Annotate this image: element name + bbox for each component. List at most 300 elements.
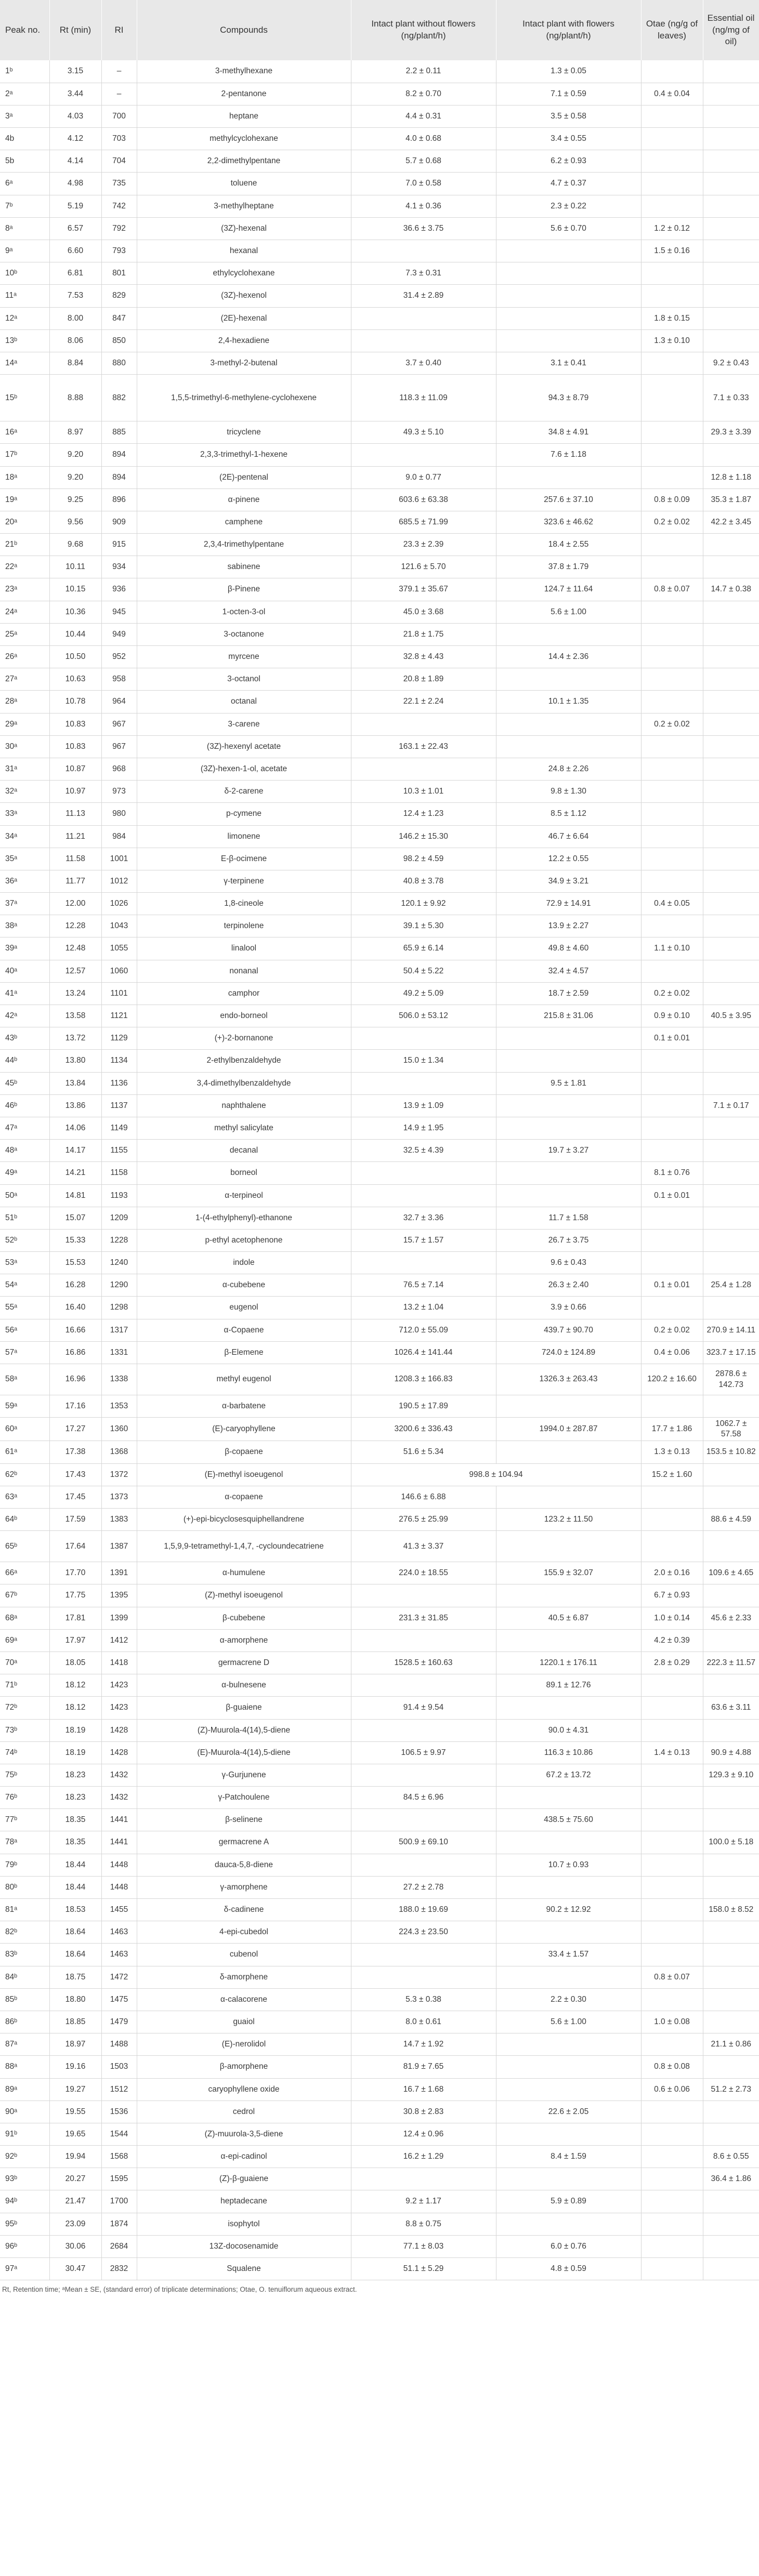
cell-peak-no: 64ᵇ [0, 1509, 49, 1531]
cell-compound: ethylcyclohexane [137, 262, 351, 285]
cell-intact-without-flowers: 23.3 ± 2.39 [351, 534, 496, 556]
cell-peak-no: 17ᵇ [0, 444, 49, 466]
cell-ri: 915 [101, 534, 137, 556]
cell-ri: 801 [101, 262, 137, 285]
cell-otae [641, 1509, 703, 1531]
cell-rt: 14.17 [49, 1140, 101, 1162]
cell-intact-without-flowers [351, 1674, 496, 1697]
cell-compound: β-cubebene [137, 1607, 351, 1629]
table-row [0, 1072, 759, 1094]
cell-intact-with-flowers: 2.3 ± 0.22 [496, 195, 641, 217]
table-row [0, 623, 759, 645]
table-row [0, 1899, 759, 1921]
cell-intact-without-flowers: 121.6 ± 5.70 [351, 556, 496, 578]
cell-ri: 1383 [101, 1509, 137, 1531]
table-row [0, 1944, 759, 1966]
cell-intact-with-flowers: 438.5 ± 75.60 [496, 1809, 641, 1831]
cell-intact-with-flowers [496, 2033, 641, 2056]
cell-ri: 1290 [101, 1274, 137, 1297]
cell-compound: cedrol [137, 2101, 351, 2123]
cell-rt: 18.12 [49, 1674, 101, 1697]
cell-intact-with-flowers: 18.7 ± 2.59 [496, 982, 641, 1005]
cell-essential-oil: 51.2 ± 2.73 [703, 2078, 759, 2101]
cell-intact-without-flowers [351, 240, 496, 262]
cell-peak-no: 35ᵃ [0, 848, 49, 870]
cell-peak-no: 87ᵃ [0, 2033, 49, 2056]
cell-ri: 1391 [101, 1562, 137, 1584]
cell-peak-no: 40ᵃ [0, 960, 49, 982]
cell-essential-oil [703, 870, 759, 892]
cell-compound: (3Z)-hexen-1-ol, acetate [137, 758, 351, 780]
cell-peak-no: 70ᵃ [0, 1652, 49, 1674]
cell-peak-no: 3ᵃ [0, 105, 49, 127]
cell-ri: 1488 [101, 2033, 137, 2056]
cell-otae: 0.8 ± 0.08 [641, 2056, 703, 2078]
table-row [0, 1005, 759, 1027]
cell-ri: – [101, 83, 137, 105]
cell-peak-no: 77ᵇ [0, 1809, 49, 1831]
cell-intact-with-flowers: 5.6 ± 1.00 [496, 2011, 641, 2033]
cell-peak-no: 34ᵃ [0, 825, 49, 848]
cell-compound: camphene [137, 511, 351, 533]
cell-intact-without-flowers: 15.0 ± 1.34 [351, 1050, 496, 1072]
cell-otae: 2.8 ± 0.29 [641, 1652, 703, 1674]
cell-intact-with-flowers: 124.7 ± 11.64 [496, 578, 641, 601]
cell-ri: 1360 [101, 1418, 137, 1441]
cell-rt: 18.23 [49, 1787, 101, 1809]
cell-compound: eugenol [137, 1297, 351, 1319]
cell-intact-without-flowers: 8.0 ± 0.61 [351, 2011, 496, 2033]
cell-rt: 12.28 [49, 915, 101, 937]
cell-intact-without-flowers [351, 758, 496, 780]
cell-otae [641, 375, 703, 421]
cell-otae [641, 1809, 703, 1831]
cell-ri: 700 [101, 105, 137, 127]
cell-intact-without-flowers [351, 1966, 496, 1988]
cell-ri: 1137 [101, 1094, 137, 1117]
cell-ri: 1372 [101, 1463, 137, 1486]
cell-compound: endo-borneol [137, 1005, 351, 1027]
cell-essential-oil [703, 1463, 759, 1486]
cell-compound: γ-amorphene [137, 1876, 351, 1898]
cell-otae: 17.7 ± 1.86 [641, 1418, 703, 1441]
cell-intact-without-flowers: 12.4 ± 1.23 [351, 803, 496, 825]
cell-ri: 1399 [101, 1607, 137, 1629]
cell-essential-oil [703, 307, 759, 329]
cell-otae: 1.1 ± 0.10 [641, 937, 703, 960]
table-row [0, 2168, 759, 2190]
cell-compound: terpinolene [137, 915, 351, 937]
cell-essential-oil: 42.2 ± 3.45 [703, 511, 759, 533]
cell-ri: 936 [101, 578, 137, 601]
cell-otae [641, 128, 703, 150]
table-row [0, 375, 759, 421]
cell-intact-without-flowers: 7.3 ± 0.31 [351, 262, 496, 285]
cell-otae: 0.9 ± 0.10 [641, 1005, 703, 1027]
cell-otae: 0.4 ± 0.04 [641, 83, 703, 105]
cell-rt: 18.44 [49, 1876, 101, 1898]
cell-otae [641, 803, 703, 825]
header-essential-oil: Essential oil (ng/mg of oil) [703, 0, 759, 60]
cell-compound: E-β-ocimene [137, 848, 351, 870]
cell-ri: 894 [101, 466, 137, 488]
cell-compound: 1-(4-ethylphenyl)-ethanone [137, 1207, 351, 1229]
cell-intact-with-flowers [496, 1395, 641, 1418]
cell-intact-without-flowers: 31.4 ± 2.89 [351, 285, 496, 307]
cell-intact-without-flowers: 106.5 ± 9.97 [351, 1741, 496, 1764]
cell-peak-no: 27ᵃ [0, 668, 49, 691]
cell-peak-no: 16ᵃ [0, 421, 49, 444]
cell-peak-no: 90ᵃ [0, 2101, 49, 2123]
cell-essential-oil [703, 173, 759, 195]
table-row [0, 1719, 759, 1741]
cell-intact-without-flowers: 12.4 ± 0.96 [351, 2123, 496, 2145]
cell-rt: 18.05 [49, 1652, 101, 1674]
cell-ri: 945 [101, 601, 137, 623]
cell-intact-with-flowers [496, 2213, 641, 2235]
cell-compound: tricyclene [137, 421, 351, 444]
cell-intact-with-flowers [496, 1486, 641, 1508]
cell-essential-oil [703, 534, 759, 556]
cell-intact-with-flowers: 257.6 ± 37.10 [496, 488, 641, 511]
cell-peak-no: 42ᵃ [0, 1005, 49, 1027]
cell-compound: (Z)-Muurola-4(14),5-diene [137, 1719, 351, 1741]
cell-ri: 1432 [101, 1764, 137, 1786]
cell-peak-no: 62ᵇ [0, 1463, 49, 1486]
cell-intact-with-flowers: 1.3 ± 0.05 [496, 60, 641, 83]
cell-compound: nonanal [137, 960, 351, 982]
cell-intact-without-flowers [351, 1809, 496, 1831]
cell-compound: (Z)-methyl isoeugenol [137, 1584, 351, 1607]
cell-peak-no: 84ᵇ [0, 1966, 49, 1988]
cell-ri: 973 [101, 781, 137, 803]
cell-compound: (Z)-β-guaiene [137, 2168, 351, 2190]
cell-intact-without-flowers: 506.0 ± 53.12 [351, 1005, 496, 1027]
cell-intact-without-flowers: 2.2 ± 0.11 [351, 60, 496, 83]
cell-otae [641, 1876, 703, 1898]
cell-compound: δ-amorphene [137, 1966, 351, 1988]
cell-ri: 1158 [101, 1162, 137, 1184]
cell-compound: γ-terpinene [137, 870, 351, 892]
cell-intact-without-flowers [351, 1252, 496, 1274]
cell-rt: 16.96 [49, 1364, 101, 1395]
cell-intact-without-flowers: 5.3 ± 0.38 [351, 1988, 496, 2011]
cell-rt: 16.86 [49, 1341, 101, 1364]
cell-rt: 18.75 [49, 1966, 101, 1988]
cell-compound: α-copaene [137, 1486, 351, 1508]
cell-otae [641, 1072, 703, 1094]
cell-otae [641, 1229, 703, 1251]
cell-essential-oil [703, 150, 759, 173]
cell-intact-with-flowers: 9.6 ± 0.43 [496, 1252, 641, 1274]
table-row [0, 1921, 759, 1944]
table-row [0, 601, 759, 623]
cell-otae [641, 2213, 703, 2235]
cell-intact-with-flowers [496, 1094, 641, 1117]
cell-intact-with-flowers: 90.2 ± 12.92 [496, 1899, 641, 1921]
cell-essential-oil: 2878.6 ± 142.73 [703, 1364, 759, 1395]
table-row [0, 1184, 759, 1207]
cell-intact-with-flowers: 439.7 ± 90.70 [496, 1319, 641, 1341]
cell-ri: 1512 [101, 2078, 137, 2101]
cell-rt: 6.81 [49, 262, 101, 285]
table-row [0, 803, 759, 825]
cell-essential-oil [703, 1876, 759, 1898]
cell-intact-without-flowers [351, 444, 496, 466]
cell-intact-without-flowers: 36.6 ± 3.75 [351, 217, 496, 240]
cell-essential-oil: 7.1 ± 0.17 [703, 1094, 759, 1117]
cell-essential-oil [703, 601, 759, 623]
table-row [0, 511, 759, 533]
cell-intact-with-flowers: 1994.0 ± 287.87 [496, 1418, 641, 1441]
cell-essential-oil [703, 915, 759, 937]
cell-intact-without-flowers: 32.5 ± 4.39 [351, 1140, 496, 1162]
cell-otae [641, 195, 703, 217]
table-row [0, 870, 759, 892]
cell-intact-with-flowers: 26.3 ± 2.40 [496, 1274, 641, 1297]
cell-peak-no: 22ᵃ [0, 556, 49, 578]
cell-peak-no: 80ᵇ [0, 1876, 49, 1898]
cell-intact-with-flowers: 123.2 ± 11.50 [496, 1509, 641, 1531]
cell-rt: 7.53 [49, 285, 101, 307]
cell-otae [641, 960, 703, 982]
cell-intact-with-flowers: 215.8 ± 31.06 [496, 1005, 641, 1027]
cell-intact-with-flowers: 37.8 ± 1.79 [496, 556, 641, 578]
cell-essential-oil: 12.8 ± 1.18 [703, 466, 759, 488]
table-row [0, 915, 759, 937]
cell-essential-oil [703, 623, 759, 645]
cell-peak-no: 1ᵇ [0, 60, 49, 83]
cell-compound: 2,3,3-trimethyl-1-hexene [137, 444, 351, 466]
table-row [0, 262, 759, 285]
cell-ri: 1448 [101, 1854, 137, 1876]
cell-intact-with-flowers: 7.1 ± 0.59 [496, 83, 641, 105]
table-row [0, 352, 759, 374]
cell-intact-with-flowers: 3.4 ± 0.55 [496, 128, 641, 150]
cell-ri: 1544 [101, 2123, 137, 2145]
cell-rt: 10.63 [49, 668, 101, 691]
cell-ri: 1412 [101, 1629, 137, 1652]
cell-peak-no: 2ᵃ [0, 83, 49, 105]
cell-otae [641, 915, 703, 937]
cell-intact-without-flowers: 16.7 ± 1.68 [351, 2078, 496, 2101]
cell-ri: 1472 [101, 1966, 137, 1988]
cell-ri: 967 [101, 713, 137, 735]
cell-ri: 703 [101, 128, 137, 150]
cell-ri: 880 [101, 352, 137, 374]
cell-intact-without-flowers: 4.1 ± 0.36 [351, 195, 496, 217]
cell-compound: (E)-caryophyllene [137, 1418, 351, 1441]
cell-compound: (3Z)-hexenol [137, 285, 351, 307]
header-intact-without-flowers: Intact plant without flowers (ng/plant/h) [351, 0, 496, 60]
table-row [0, 1027, 759, 1050]
cell-essential-oil [703, 195, 759, 217]
cell-ri: 1568 [101, 2146, 137, 2168]
cell-ri: 1395 [101, 1584, 137, 1607]
cell-otae [641, 1697, 703, 1719]
cell-intact-without-flowers: 65.9 ± 6.14 [351, 937, 496, 960]
cell-rt: 5.19 [49, 195, 101, 217]
cell-peak-no: 44ᵇ [0, 1050, 49, 1072]
cell-peak-no: 41ᵃ [0, 982, 49, 1005]
cell-otae [641, 1117, 703, 1139]
table-row [0, 105, 759, 127]
cell-intact-with-flowers [496, 240, 641, 262]
cell-peak-no: 7ᵇ [0, 195, 49, 217]
cell-peak-no: 4b [0, 128, 49, 150]
cell-intact-without-flowers: 1026.4 ± 141.44 [351, 1341, 496, 1364]
cell-essential-oil [703, 2101, 759, 2123]
cell-compound: Squalene [137, 2258, 351, 2280]
cell-essential-oil: 270.9 ± 14.11 [703, 1319, 759, 1341]
cell-essential-oil [703, 444, 759, 466]
cell-intact-without-flowers: 4.0 ± 0.68 [351, 128, 496, 150]
cell-rt: 23.09 [49, 2213, 101, 2235]
cell-compound: methyl salicylate [137, 1117, 351, 1139]
table-row [0, 713, 759, 735]
cell-compound: indole [137, 1252, 351, 1274]
cell-rt: 18.35 [49, 1831, 101, 1854]
table-row [0, 1741, 759, 1764]
cell-intact-without-flowers: 32.7 ± 3.36 [351, 1207, 496, 1229]
cell-peak-no: 23ᵃ [0, 578, 49, 601]
cell-peak-no: 57ᵃ [0, 1341, 49, 1364]
cell-compound: sabinene [137, 556, 351, 578]
cell-rt: 17.97 [49, 1629, 101, 1652]
cell-peak-no: 46ᵇ [0, 1094, 49, 1117]
cell-compound: dauca-5,8-diene [137, 1854, 351, 1876]
table-row [0, 1486, 759, 1508]
cell-compound: camphor [137, 982, 351, 1005]
cell-essential-oil: 14.7 ± 0.38 [703, 578, 759, 601]
cell-intact-without-flowers: 51.1 ± 5.29 [351, 2258, 496, 2280]
cell-compound: α-epi-cadinol [137, 2146, 351, 2168]
cell-peak-no: 51ᵇ [0, 1207, 49, 1229]
cell-rt: 18.53 [49, 1899, 101, 1921]
cell-compound: 1-octen-3-ol [137, 601, 351, 623]
cell-compound: caryophyllene oxide [137, 2078, 351, 2101]
cell-essential-oil [703, 217, 759, 240]
cell-intact-with-flowers: 22.6 ± 2.05 [496, 2101, 641, 2123]
cell-ri: 792 [101, 217, 137, 240]
table-row [0, 1341, 759, 1364]
cell-otae: 0.4 ± 0.05 [641, 893, 703, 915]
cell-essential-oil [703, 1252, 759, 1274]
cell-ri: 1448 [101, 1876, 137, 1898]
cell-ri: 1595 [101, 2168, 137, 2190]
cell-otae [641, 2168, 703, 2190]
cell-intact-with-flowers [496, 1027, 641, 1050]
cell-rt: 21.47 [49, 2190, 101, 2213]
cell-essential-oil [703, 128, 759, 150]
cell-otae: 0.8 ± 0.07 [641, 1966, 703, 1988]
cell-essential-oil: 7.1 ± 0.33 [703, 375, 759, 421]
cell-rt: 9.25 [49, 488, 101, 511]
table-row [0, 735, 759, 758]
cell-intact-with-flowers: 14.4 ± 2.36 [496, 646, 641, 668]
cell-otae [641, 1252, 703, 1274]
cell-intact-without-flowers [351, 1072, 496, 1094]
cell-essential-oil [703, 2258, 759, 2280]
cell-essential-oil [703, 1854, 759, 1876]
cell-otae [641, 1486, 703, 1508]
cell-rt: 9.68 [49, 534, 101, 556]
table-row [0, 307, 759, 329]
table-row [0, 1584, 759, 1607]
cell-intact-with-flowers [496, 623, 641, 645]
table-row [0, 1562, 759, 1584]
cell-rt: 10.15 [49, 578, 101, 601]
cell-otae [641, 2123, 703, 2145]
cell-compound: 1,5,5-trimethyl-6-methylene-cyclohexene [137, 375, 351, 421]
cell-rt: 8.06 [49, 329, 101, 352]
cell-ri: 980 [101, 803, 137, 825]
cell-compound: (E)-nerolidol [137, 2033, 351, 2056]
cell-peak-no: 18ᵃ [0, 466, 49, 488]
cell-otae [641, 1094, 703, 1117]
cell-essential-oil [703, 1674, 759, 1697]
cell-compound: 4-epi-cubedol [137, 1921, 351, 1944]
cell-intact-without-flowers: 146.2 ± 15.30 [351, 825, 496, 848]
table-row [0, 1229, 759, 1251]
table-row [0, 2101, 759, 2123]
cell-peak-no: 24ᵃ [0, 601, 49, 623]
cell-essential-oil [703, 960, 759, 982]
header-otae: Otae (ng/g of leaves) [641, 0, 703, 60]
cell-intact-with-flowers: 8.4 ± 1.59 [496, 2146, 641, 2168]
cell-intact-without-flowers: 50.4 ± 5.22 [351, 960, 496, 982]
table-row [0, 1140, 759, 1162]
cell-intact-with-flowers: 10.7 ± 0.93 [496, 1854, 641, 1876]
cell-essential-oil: 100.0 ± 5.18 [703, 1831, 759, 1854]
cell-compound: 2,2-dimethylpentane [137, 150, 351, 173]
table-row [0, 2123, 759, 2145]
cell-otae: 0.1 ± 0.01 [641, 1274, 703, 1297]
cell-intact-without-flowers [351, 329, 496, 352]
cell-compound: β-selinene [137, 1809, 351, 1831]
cell-peak-no: 26ᵃ [0, 646, 49, 668]
cell-otae: 4.2 ± 0.39 [641, 1629, 703, 1652]
cell-compound: δ-2-carene [137, 781, 351, 803]
cell-peak-no: 53ᵃ [0, 1252, 49, 1274]
cell-essential-oil [703, 1809, 759, 1831]
cell-peak-no: 67ᵇ [0, 1584, 49, 1607]
cell-intact-with-flowers [496, 1697, 641, 1719]
cell-compound: 3-carene [137, 713, 351, 735]
cell-compound: α-cubebene [137, 1274, 351, 1297]
cell-rt: 18.80 [49, 1988, 101, 2011]
cell-intact-with-flowers: 72.9 ± 14.91 [496, 893, 641, 915]
cell-intact-with-flowers: 3.1 ± 0.41 [496, 352, 641, 374]
cell-intact-with-flowers [496, 262, 641, 285]
table-row [0, 937, 759, 960]
cell-intact-with-flowers: 26.7 ± 3.75 [496, 1229, 641, 1251]
cell-peak-no: 9ᵃ [0, 240, 49, 262]
cell-rt: 10.11 [49, 556, 101, 578]
cell-intact-without-flowers: 14.9 ± 1.95 [351, 1117, 496, 1139]
cell-intact-with-flowers: 9.5 ± 1.81 [496, 1072, 641, 1094]
cell-compound: (E)-Muurola-4(14),5-diene [137, 1741, 351, 1764]
table-row [0, 960, 759, 982]
cell-peak-no: 82ᵇ [0, 1921, 49, 1944]
cell-essential-oil [703, 1395, 759, 1418]
cell-compound: borneol [137, 1162, 351, 1184]
cell-rt: 17.27 [49, 1418, 101, 1441]
cell-compound: (3Z)-hexenal [137, 217, 351, 240]
cell-essential-oil [703, 2056, 759, 2078]
cell-essential-oil [703, 1787, 759, 1809]
cell-peak-no: 56ᵃ [0, 1319, 49, 1341]
